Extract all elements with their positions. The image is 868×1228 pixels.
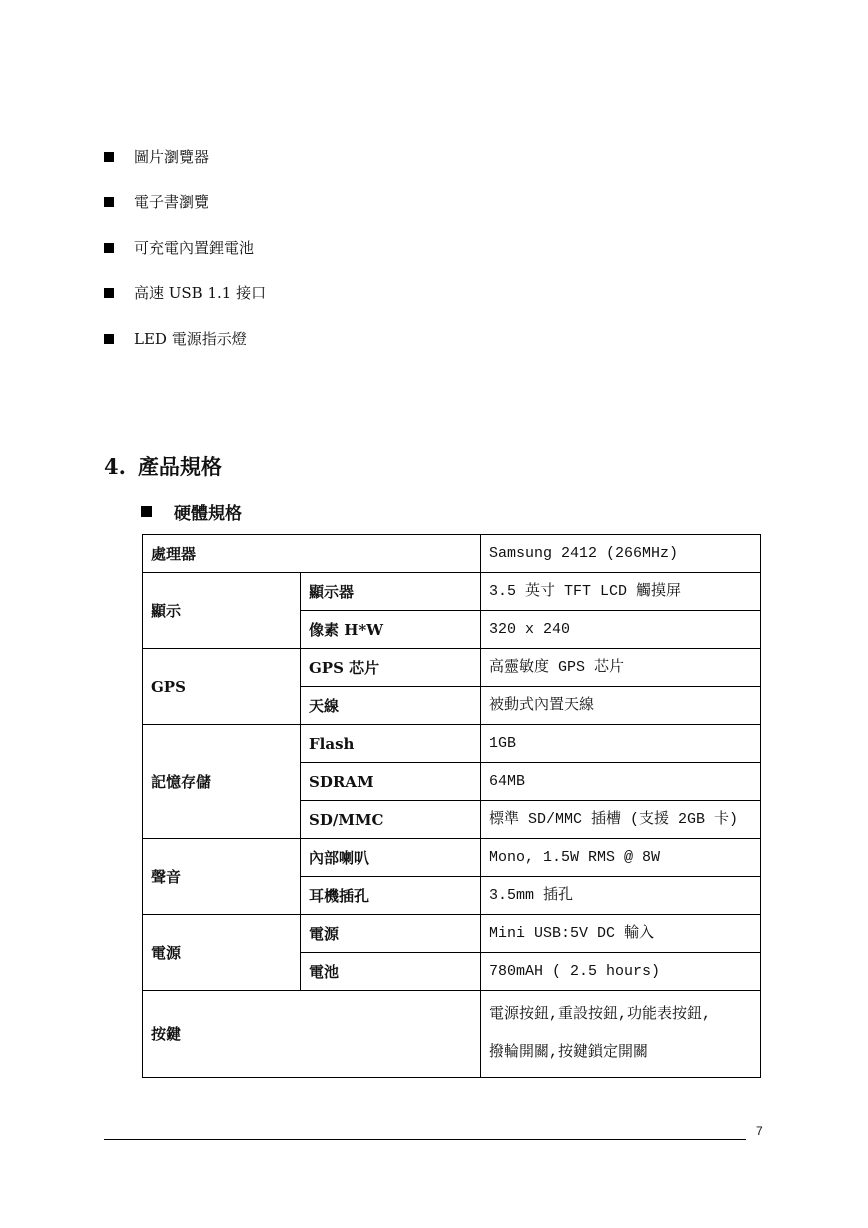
list-item-text: 電子書瀏覽 <box>134 193 210 212</box>
table-cell-subcategory: Flash <box>301 725 481 763</box>
table-cell-category: GPS <box>143 649 301 725</box>
footer-divider <box>104 1139 746 1140</box>
table-cell-subcategory: 像素 H*W <box>301 611 481 649</box>
table-cell-value: 3.5 英寸 TFT LCD 觸摸屏 <box>481 573 761 611</box>
table-cell-category: 處理器 <box>143 535 481 573</box>
list-item <box>104 271 266 317</box>
table-row <box>143 573 761 611</box>
table-row <box>143 725 761 763</box>
list-item-text: 高速 USB 1.1 接口 <box>134 284 267 303</box>
subsection-heading <box>141 499 242 524</box>
table-cell-value <box>481 991 761 1078</box>
section-number: 4. <box>104 454 126 479</box>
table-cell-category: 電源 <box>143 915 301 991</box>
table-cell-subcategory: 天線 <box>301 687 481 725</box>
table-row <box>143 839 761 877</box>
table-cell-subcategory: 顯示器 <box>301 573 481 611</box>
page-number: 7 <box>756 1124 763 1138</box>
table-cell-category: 記憶存儲 <box>143 725 301 839</box>
feature-list <box>104 134 266 362</box>
bullet-square-icon <box>104 197 114 207</box>
value-line: 撥輪開關,按鍵鎖定開關 <box>489 1044 649 1061</box>
list-item <box>104 316 266 362</box>
spec-table <box>142 534 761 1078</box>
table-cell-subcategory: 電源 <box>301 915 481 953</box>
table-cell-value: 1GB <box>481 725 761 763</box>
list-item-text: LED 電源指示燈 <box>134 329 247 348</box>
list-item <box>104 180 266 226</box>
table-row <box>143 535 761 573</box>
table-cell-subcategory: GPS 芯片 <box>301 649 481 687</box>
table-cell-value: Mono, 1.5W RMS @ 8W <box>481 839 761 877</box>
table-cell-subcategory: 內部喇叭 <box>301 839 481 877</box>
table-cell-subcategory: 耳機插孔 <box>301 877 481 915</box>
table-cell-value: 被動式內置天線 <box>481 687 761 725</box>
table-cell-value: Samsung 2412 (266MHz) <box>481 535 761 573</box>
table-cell-category: 按鍵 <box>143 991 481 1078</box>
value-line: 電源按鈕,重設按鈕,功能表按鈕, <box>489 1006 712 1023</box>
table-cell-value: 320 x 240 <box>481 611 761 649</box>
table-cell-value: 高靈敏度 GPS 芯片 <box>481 649 761 687</box>
section-heading <box>104 451 222 481</box>
list-item-text: 可充電內置鋰電池 <box>134 238 255 257</box>
section-title: 產品規格 <box>137 454 222 479</box>
table-cell-value: 標準 SD/MMC 插槽 (支援 2GB 卡) <box>481 801 761 839</box>
table-cell-value: 3.5mm 插孔 <box>481 877 761 915</box>
table-cell-value: 780mAH ( 2.5 hours) <box>481 953 761 991</box>
list-item <box>104 225 266 271</box>
list-item-text: 圖片瀏覽器 <box>134 147 210 166</box>
bullet-square-icon <box>141 506 152 517</box>
table-cell-category: 聲音 <box>143 839 301 915</box>
table-cell-value: Mini USB:5V DC 輸入 <box>481 915 761 953</box>
bullet-square-icon <box>104 243 114 253</box>
table-cell-subcategory: SDRAM <box>301 763 481 801</box>
bullet-square-icon <box>104 288 114 298</box>
table-cell-category: 顯示 <box>143 573 301 649</box>
table-cell-subcategory: SD/MMC <box>301 801 481 839</box>
table-cell-subcategory: 電池 <box>301 953 481 991</box>
bullet-square-icon <box>104 334 114 344</box>
subsection-title: 硬體規格 <box>174 504 242 524</box>
table-row <box>143 649 761 687</box>
table-cell-value: 64MB <box>481 763 761 801</box>
list-item <box>104 134 266 180</box>
bullet-square-icon <box>104 152 114 162</box>
table-row <box>143 991 761 1078</box>
table-row <box>143 915 761 953</box>
